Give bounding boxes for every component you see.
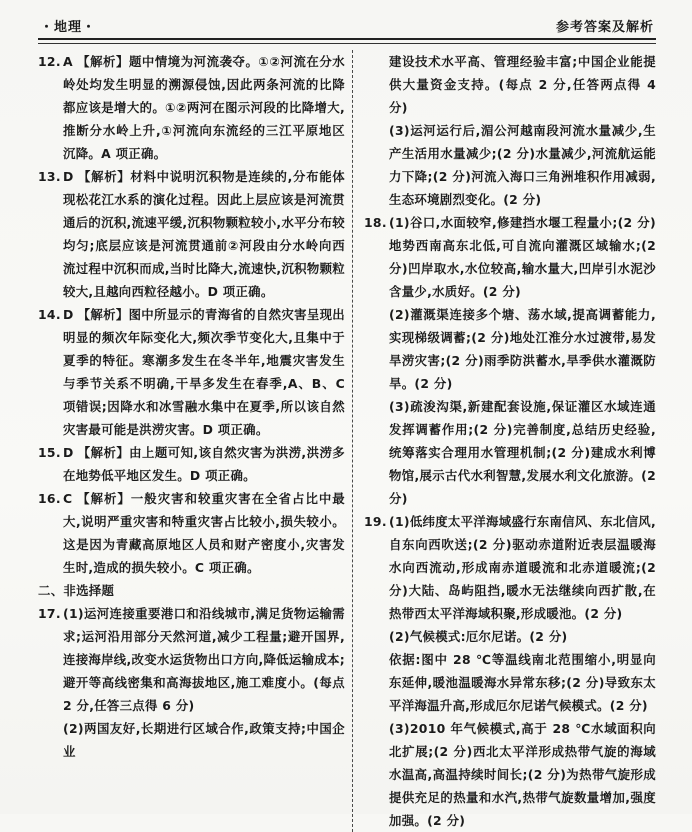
item-number: 16. [38, 491, 61, 506]
analysis-text: 由上题可知,该自然灾害为洪涝,洪涝多在地势低平地区发生。D 项正确。 [63, 445, 345, 483]
answer-key-title: 参考答案及解析 [555, 20, 654, 35]
item-number: 13. [38, 169, 61, 184]
item-number: 12. [38, 54, 61, 69]
answer-item-19 [364, 510, 656, 832]
analysis-tag: 【解析】 [76, 491, 131, 506]
analysis-tag: 【解析】 [77, 307, 129, 322]
answer-text [63, 165, 345, 303]
answer-text [63, 487, 345, 579]
answer-text [63, 441, 345, 487]
answer-paragraph: (2)灌溉渠连接多个塘、荡水域,提高调蓄能力,实现梯级调蓄;(2 分)地处江淮分水过渡带,易发旱涝灾害;(2 分)雨季防洪蓄水,旱季供水灌溉防旱。(2 分) [389, 307, 656, 391]
left-column [38, 50, 352, 832]
answer-item-17-continued [364, 50, 656, 211]
answer-paragraph: (1)低纬度太平洋海域盛行东南信风、东北信风,自东向西吹送;(2 分)驱动赤道附近表层温暖海水向西流动,形成南赤道暖流和北赤道暖流;(2 分)大陆、岛屿阻挡,暖水无法继续向西扩散,在热带西太平洋海域积聚,形成暖池。(2 分) [389, 514, 656, 621]
answer-paragraph: (1)运河连接重要港口和沿线城市,满足货物运输需求;运河沿用部分天然河道,减少工程量;避开国界,连接海岸线,改变水运货物出口方向,降低运输成本;避开等高线密集和高海拔地区,施工难度小。(每点 2 分,任答三点得 6 分) [63, 606, 345, 713]
answer-item-13 [38, 165, 345, 303]
analysis-text: 材料中说明沉积物是连续的,分布能体现松花江水系的演化过程。因此上层应该是河流贯通后的沉积,流速平缓,沉积物颗粒较小,水平分布较均匀;底层应该是河流贯通前②河段由分水岭向西流过程中沉积而成,当时比降大,流速快,沉积物颗粒较大,且越向西粒径越小。D 项正确。 [63, 169, 345, 299]
answer-item-16 [38, 487, 345, 579]
answer-letter: D [63, 307, 74, 322]
section-heading-non-choice: 二、非选择题 [38, 583, 115, 598]
answer-letter: A [63, 54, 73, 69]
answer-paragraph: (3)运河运行后,湄公河越南段河流水量减少,生产生活用水量减少;(2 分)水量减少,河流航运能力下降;(2 分)河流入海口三角洲堆积作用减弱,生态环境剧烈变化。(2 分) [389, 123, 656, 207]
answer-paragraph: 建设技术水平高、管理经验丰富;中国企业能提供大量资金支持。(每点 2 分,任答两点得 4 分) [389, 54, 656, 115]
answer-paragraph: 依据:图中 28 ℃等温线南北范围缩小,明显向东延伸,暖池温暖海水异常东移;(2 分)导致东太平洋海温升高,形成厄尔尼诺气候模式。(2 分) [389, 652, 656, 713]
answer-letter: D [63, 169, 74, 184]
answer-item-15 [38, 441, 345, 487]
answer-text [63, 303, 345, 441]
header-rule [38, 38, 656, 44]
answer-paragraph: (3)疏浚沟渠,新建配套设施,保证灌区水域连通发挥调蓄作用;(2 分)完善制度,总结历史经验,统筹落实合理用水管理机制;(2 分)建成水利博物馆,展示古代水利智慧,发展水利文化旅游。(2 分) [389, 399, 656, 506]
answer-item-18 [364, 211, 656, 510]
right-column [353, 50, 656, 832]
answer-text [63, 50, 345, 165]
analysis-tag: 【解析】 [77, 445, 130, 460]
answer-letter: C [63, 491, 73, 506]
page-header [38, 16, 656, 38]
subject-label: ・地理・ [40, 20, 97, 35]
analysis-tag: 【解析】 [76, 54, 129, 69]
item-number: 15. [38, 445, 61, 460]
item-number: 19. [364, 514, 387, 529]
answer-item-14 [38, 303, 345, 441]
two-column-body [38, 50, 656, 832]
answer-paragraph: (2)两国友好,长期进行区域合作,政策支持;中国企业 [63, 721, 345, 759]
answer-paragraph: (1)谷口,水面较窄,修建挡水堰工程量小;(2 分)地势西南高东北低,可自流向灌溉区域输水;(2 分)凹岸取水,水位较高,输水量大,凹岸引水泥沙含量少,水质好。(2 分) [389, 215, 656, 299]
analysis-tag: 【解析】 [77, 169, 131, 184]
item-number: 17. [38, 606, 61, 621]
answer-paragraph: (3)2010 年气候模式,高于 28 ℃水域面积向北扩展;(2 分)西北太平洋形成热带气旋的海域水温高,高温持续时间长;(2 分)为热带气旋形成提供充足的热量和水汽,热带气旋数量增加,强度加强。(2 分) [389, 721, 656, 828]
item-number: 18. [364, 215, 387, 230]
analysis-text: 题中情境为河流袭夺。①②河流在分水岭处均发生明显的溯源侵蚀,因此两条河流的比降都应该是增大的。①②两河在图示河段的比降增大,推断分水岭上升,①河流向东流经的三江平原地区沉降。A 项正确。 [63, 54, 345, 161]
analysis-text: 一般灾害和较重灾害在全省占比中最大,说明严重灾害和特重灾害占比较小,损失较小。这是因为青藏高原地区人员和财产密度小,灾害发生时,造成的损失较小。C 项正确。 [63, 491, 345, 575]
answer-letter: D [63, 445, 74, 460]
answer-item-17 [38, 602, 345, 763]
answer-item-12 [38, 50, 345, 165]
item-number: 14. [38, 307, 61, 322]
analysis-text: 图中所显示的青海省的自然灾害呈现出明显的频次年际变化大,频次季节变化大,且集中于夏季的特征。寒潮多发生在冬半年,地震灾害发生与季节关系不明确,干旱多发生在春季,A、B、C 项错误;因降水和冰雪融水集中在夏季,所以该自然灾害最可能是洪涝灾害。D 项正确。 [63, 307, 345, 437]
answer-paragraph: (2)气候模式:厄尔尼诺。(2 分) [389, 629, 568, 644]
